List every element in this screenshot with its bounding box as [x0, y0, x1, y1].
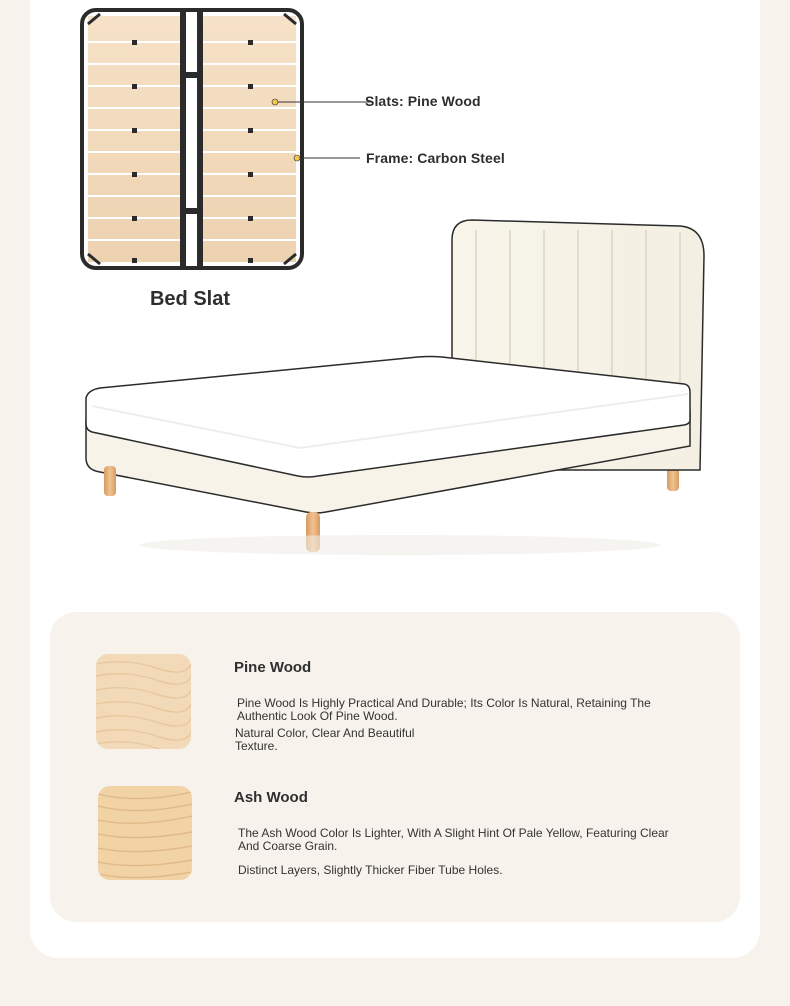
bed-drawing — [86, 220, 704, 555]
frame-callout-label: Frame: Carbon Steel — [366, 150, 505, 166]
ash-wood-name: Ash Wood — [234, 789, 308, 806]
slats-callout-label: Slats: Pine Wood — [365, 93, 481, 109]
bed-slat-title: Bed Slat — [149, 288, 231, 310]
pine-wood-desc-2: Natural Color, Clear And Beautiful Texture. — [235, 726, 415, 753]
pine-wood-name: Pine Wood — [234, 659, 312, 676]
ash-wood-desc-2: Distinct Layers, Slightly Thicker Fiber Tube Holes. — [238, 863, 503, 877]
bed-slat-diagram — [82, 10, 302, 268]
pine-wood-swatch — [96, 654, 191, 749]
pine-wood-desc-1: Pine Wood Is Highly Practical And Durable; Its Color Is Natural, Retaining The Authentic Look Of Pine Wood. — [237, 696, 651, 723]
ash-wood-desc-1: The Ash Wood Color Is Lighter, With A Slight Hint Of Pale Yellow, Featuring Clear And Coarse Grain. — [238, 826, 669, 853]
ash-wood-swatch — [98, 786, 192, 880]
materials-panel — [50, 612, 740, 922]
